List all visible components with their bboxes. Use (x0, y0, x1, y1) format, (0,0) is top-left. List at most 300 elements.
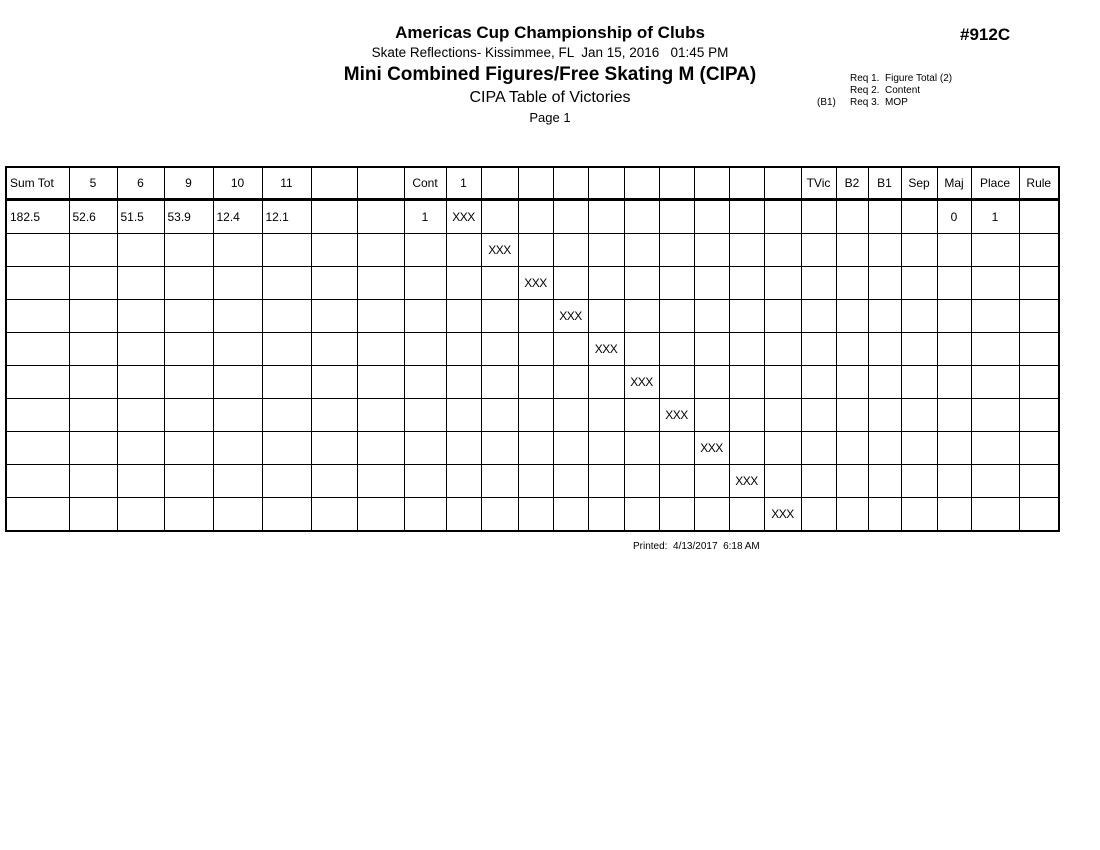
table-cell (311, 300, 357, 333)
table-cell (801, 267, 836, 300)
table-cell (117, 498, 164, 532)
table-cell (659, 234, 694, 267)
table-cell (117, 465, 164, 498)
table-cell (6, 333, 69, 366)
table-cell (117, 432, 164, 465)
column-header: Cont (404, 167, 446, 200)
table-cell (764, 300, 801, 333)
table-header-row (6, 167, 1059, 200)
table-cell (694, 200, 729, 234)
table-cell (553, 498, 588, 532)
table-cell (357, 234, 404, 267)
table-row (6, 465, 1059, 498)
table-cell (213, 333, 262, 366)
table-cell (446, 267, 481, 300)
table-cell (764, 366, 801, 399)
table-cell (164, 498, 213, 532)
table-cell (836, 267, 868, 300)
table-cell (624, 267, 659, 300)
table-row (6, 498, 1059, 532)
table-cell (553, 465, 588, 498)
table-cell (446, 234, 481, 267)
column-header (357, 167, 404, 200)
column-header: Sum Tot (6, 167, 69, 200)
table-cell (262, 432, 311, 465)
table-cell (971, 465, 1019, 498)
table-cell (446, 465, 481, 498)
page-number: Page 1 (529, 110, 571, 125)
table-cell (446, 432, 481, 465)
table-cell (553, 333, 588, 366)
table-cell (213, 498, 262, 532)
table-cell (588, 267, 624, 300)
event-title: Mini Combined Figures/Free Skating M (CIPA) (343, 64, 757, 85)
table-cell (694, 498, 729, 532)
table-cell (446, 399, 481, 432)
table-cell (553, 399, 588, 432)
table-cell (6, 366, 69, 399)
victory-mark-cell: XXX (659, 399, 694, 432)
table-cell (262, 333, 311, 366)
table-cell (624, 333, 659, 366)
requirement-row (817, 85, 952, 97)
table-cell (404, 267, 446, 300)
table-cell (404, 333, 446, 366)
table-cell (6, 498, 69, 532)
table-cell (6, 432, 69, 465)
table-cell (357, 399, 404, 432)
table-cell (69, 465, 117, 498)
column-header: B1 (868, 167, 901, 200)
table-row (6, 399, 1059, 432)
table-cell (694, 300, 729, 333)
table-cell (659, 366, 694, 399)
table-cell (937, 366, 971, 399)
column-header: Maj (937, 167, 971, 200)
table-cell (481, 300, 518, 333)
table-cell (836, 399, 868, 432)
table-cell (311, 366, 357, 399)
table-cell (404, 498, 446, 532)
table-cell (868, 333, 901, 366)
table-cell (518, 333, 553, 366)
table-cell (311, 200, 357, 234)
table-cell (588, 300, 624, 333)
victory-mark-cell: XXX (764, 498, 801, 532)
table-cell (553, 432, 588, 465)
column-header (694, 167, 729, 200)
table-cell (553, 200, 588, 234)
table-cell (311, 432, 357, 465)
table-cell (262, 399, 311, 432)
table-cell (868, 234, 901, 267)
table-cell (836, 200, 868, 234)
table-cell (801, 366, 836, 399)
table-cell (164, 465, 213, 498)
column-header (588, 167, 624, 200)
table-cell (262, 300, 311, 333)
table-cell (694, 234, 729, 267)
column-header: Sep (901, 167, 937, 200)
table-cell (357, 300, 404, 333)
table-cell (937, 234, 971, 267)
table-cell (937, 498, 971, 532)
table-cell (357, 267, 404, 300)
requirements-block (817, 73, 952, 109)
table-cell (937, 267, 971, 300)
table-row (6, 333, 1059, 366)
table-cell: 182.5 (6, 200, 69, 234)
table-cell (901, 366, 937, 399)
table-cell (1019, 333, 1059, 366)
table-cell (6, 300, 69, 333)
table-cell (518, 200, 553, 234)
table-cell (262, 465, 311, 498)
table-cell: 12.4 (213, 200, 262, 234)
table-cell (764, 432, 801, 465)
table-cell (164, 267, 213, 300)
table-cell (311, 465, 357, 498)
table-cell (164, 432, 213, 465)
table-cell (901, 300, 937, 333)
table-cell (694, 465, 729, 498)
table-cell (311, 399, 357, 432)
printed-timestamp: Printed: 4/13/2017 6:18 AM (633, 541, 760, 552)
table-cell (481, 498, 518, 532)
requirement-row (817, 97, 952, 109)
table-cell (553, 366, 588, 399)
table-cell (801, 432, 836, 465)
table-cell (801, 333, 836, 366)
table-cell (659, 465, 694, 498)
table-cell (971, 432, 1019, 465)
table-cell (311, 267, 357, 300)
table-cell (164, 399, 213, 432)
table-cell (518, 399, 553, 432)
table-cell (659, 432, 694, 465)
table-cell (729, 333, 764, 366)
column-header (518, 167, 553, 200)
table-cell (836, 366, 868, 399)
table-cell (117, 399, 164, 432)
table-cell (404, 300, 446, 333)
table-cell (764, 333, 801, 366)
table-cell (213, 432, 262, 465)
table-cell (518, 465, 553, 498)
table-cell (311, 234, 357, 267)
victory-mark-cell: XXX (729, 465, 764, 498)
table-cell (868, 399, 901, 432)
venue-line: Skate Reflections- Kissimmee, FL Jan 15, 2016 01:45 PM (371, 45, 729, 60)
table-cell (836, 432, 868, 465)
column-header: Place (971, 167, 1019, 200)
table-cell (404, 432, 446, 465)
table-cell (117, 267, 164, 300)
table-cell (729, 498, 764, 532)
victory-mark-cell: XXX (624, 366, 659, 399)
table-cell (937, 465, 971, 498)
table-cell (729, 200, 764, 234)
table-cell (481, 432, 518, 465)
table-cell (481, 465, 518, 498)
table-cell (624, 234, 659, 267)
table-cell (901, 465, 937, 498)
table-cell: 0 (937, 200, 971, 234)
table-cell (901, 498, 937, 532)
table-cell (937, 300, 971, 333)
table-cell (481, 366, 518, 399)
table-cell (117, 234, 164, 267)
table-cell (262, 498, 311, 532)
table-cell (6, 399, 69, 432)
table-cell (164, 333, 213, 366)
table-cell (164, 366, 213, 399)
column-header (659, 167, 694, 200)
table-cell (1019, 234, 1059, 267)
table-row (6, 366, 1059, 399)
table-cell (694, 333, 729, 366)
table-cell (729, 366, 764, 399)
table-cell (481, 200, 518, 234)
table-cell (481, 267, 518, 300)
table-cell (518, 234, 553, 267)
column-header: 1 (446, 167, 481, 200)
column-header: 6 (117, 167, 164, 200)
table-cell: 51.5 (117, 200, 164, 234)
table-cell (518, 366, 553, 399)
table-cell (553, 234, 588, 267)
table-cell (213, 234, 262, 267)
table-cell (801, 465, 836, 498)
table-cell (1019, 498, 1059, 532)
table-cell (213, 465, 262, 498)
table-cell (659, 300, 694, 333)
table-cell (801, 498, 836, 532)
table-cell (446, 366, 481, 399)
table-cell (69, 267, 117, 300)
requirement-prefix (817, 73, 850, 85)
table-cell (69, 432, 117, 465)
table-row (6, 234, 1059, 267)
table-cell (971, 333, 1019, 366)
table-cell (69, 333, 117, 366)
table-cell (868, 267, 901, 300)
table-cell (1019, 267, 1059, 300)
table-cell (262, 267, 311, 300)
table-cell (801, 234, 836, 267)
table-cell (801, 300, 836, 333)
table-cell (868, 498, 901, 532)
column-header: 10 (213, 167, 262, 200)
table-cell (69, 300, 117, 333)
column-header (729, 167, 764, 200)
table-cell (729, 300, 764, 333)
table-cell (624, 399, 659, 432)
victory-mark-cell: XXX (481, 234, 518, 267)
column-header: Rule (1019, 167, 1059, 200)
table-cell (764, 267, 801, 300)
column-header: TVic (801, 167, 836, 200)
table-cell (801, 200, 836, 234)
requirement-label: Req 1. Figure Total (2) (850, 73, 953, 84)
table-body (6, 200, 1059, 532)
table-cell (553, 267, 588, 300)
table-cell (117, 366, 164, 399)
table-cell (659, 267, 694, 300)
table-cell (404, 234, 446, 267)
table-cell (357, 200, 404, 234)
table-cell (624, 432, 659, 465)
table-cell (836, 300, 868, 333)
table-cell (69, 498, 117, 532)
table-cell (659, 200, 694, 234)
requirement-label: Req 3. MOP (850, 97, 908, 108)
table-row (6, 300, 1059, 333)
column-header (311, 167, 357, 200)
table-cell (836, 498, 868, 532)
table-cell (1019, 300, 1059, 333)
table-cell (588, 234, 624, 267)
table-cell (868, 465, 901, 498)
table-cell (624, 498, 659, 532)
table-cell (937, 333, 971, 366)
table-cell (901, 267, 937, 300)
table-cell: 1 (971, 200, 1019, 234)
victories-table (5, 166, 1060, 532)
table-cell (164, 234, 213, 267)
table-cell (971, 399, 1019, 432)
table-cell (901, 399, 937, 432)
table-cell (446, 333, 481, 366)
table-cell (481, 333, 518, 366)
table-cell (729, 267, 764, 300)
table-cell (971, 300, 1019, 333)
table-cell (404, 465, 446, 498)
table-cell (836, 465, 868, 498)
table-row (6, 267, 1059, 300)
table-cell: 1 (404, 200, 446, 234)
table-head (6, 167, 1059, 200)
table-cell (901, 200, 937, 234)
table-cell (588, 200, 624, 234)
table-cell (518, 432, 553, 465)
table-cell (729, 399, 764, 432)
table-cell (1019, 399, 1059, 432)
table-cell (729, 432, 764, 465)
table-cell (262, 366, 311, 399)
table-cell (117, 300, 164, 333)
table-cell (624, 300, 659, 333)
table-cell (117, 333, 164, 366)
requirement-label: Req 2. Content (850, 85, 921, 96)
table-cell (937, 432, 971, 465)
table-cell (971, 234, 1019, 267)
table-cell (868, 366, 901, 399)
table-cell (971, 498, 1019, 532)
table-cell (6, 234, 69, 267)
table-cell (836, 333, 868, 366)
table-cell (213, 366, 262, 399)
victory-mark-cell: XXX (553, 300, 588, 333)
table-cell (868, 300, 901, 333)
table-cell (1019, 200, 1059, 234)
table-cell (357, 498, 404, 532)
table-cell (801, 399, 836, 432)
report-title: CIPA Table of Victories (469, 89, 631, 106)
table-cell (164, 300, 213, 333)
table-cell (446, 498, 481, 532)
event-number: #912C (960, 25, 1011, 44)
column-header (764, 167, 801, 200)
table-cell (624, 200, 659, 234)
table-cell (1019, 366, 1059, 399)
table-cell (868, 432, 901, 465)
victory-mark-cell: XXX (694, 432, 729, 465)
requirement-prefix (817, 85, 850, 97)
table-cell (357, 366, 404, 399)
table-cell (6, 465, 69, 498)
table-cell (659, 498, 694, 532)
table-cell (357, 333, 404, 366)
table-cell (694, 267, 729, 300)
table-cell (868, 200, 901, 234)
table-cell (69, 399, 117, 432)
table-cell (588, 432, 624, 465)
table-cell (518, 300, 553, 333)
table-cell (6, 267, 69, 300)
victory-mark-cell: XXX (588, 333, 624, 366)
table-cell (588, 465, 624, 498)
table-cell (1019, 465, 1059, 498)
table-cell (971, 267, 1019, 300)
table-cell (588, 399, 624, 432)
table-cell (213, 399, 262, 432)
table-row (6, 200, 1059, 234)
table-cell (764, 399, 801, 432)
table-cell (836, 234, 868, 267)
table-cell (971, 366, 1019, 399)
table-cell (624, 465, 659, 498)
column-header (553, 167, 588, 200)
column-header: 11 (262, 167, 311, 200)
table-cell (213, 267, 262, 300)
table-cell (764, 465, 801, 498)
table-cell (764, 200, 801, 234)
table-cell (311, 498, 357, 532)
table-cell (937, 399, 971, 432)
column-header: 5 (69, 167, 117, 200)
column-header (481, 167, 518, 200)
table-cell (311, 333, 357, 366)
table-row (6, 432, 1059, 465)
table-cell (659, 333, 694, 366)
table-cell (901, 234, 937, 267)
column-header: 9 (164, 167, 213, 200)
table-cell (213, 300, 262, 333)
table-cell (69, 366, 117, 399)
table-cell (901, 333, 937, 366)
table-cell: 53.9 (164, 200, 213, 234)
table-cell (518, 498, 553, 532)
column-header (624, 167, 659, 200)
table-cell (901, 432, 937, 465)
table-cell (588, 366, 624, 399)
table-cell: 52.6 (69, 200, 117, 234)
table-cell (481, 399, 518, 432)
table-cell (69, 234, 117, 267)
table-cell (1019, 432, 1059, 465)
table-cell (404, 366, 446, 399)
